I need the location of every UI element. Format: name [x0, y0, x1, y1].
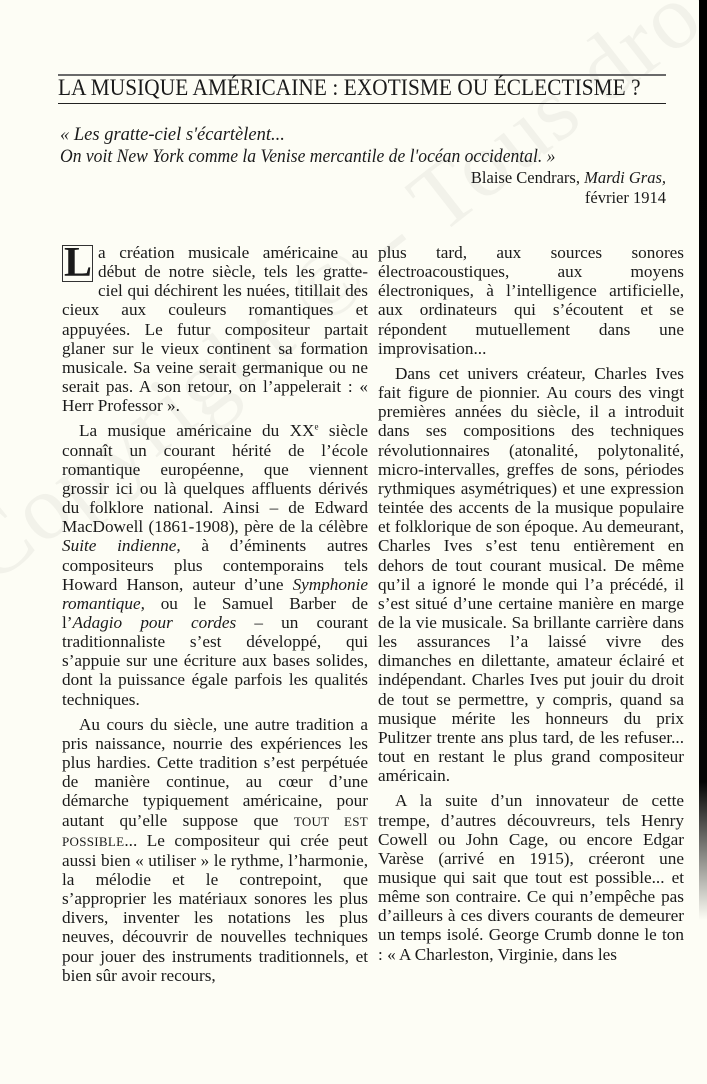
text-run: ou le Samuel Barber de l’	[62, 593, 368, 632]
epigraph-line-2: On voit New York comme la Venise mercantile de l'océan occidental. »	[60, 147, 556, 167]
paragraph-text: a création musicale américaine au début de notre siècle, tels les gratte-ciel qui déchirent les nuées, titillait des cieux aux couleurs romantiques et appuyées. Le futur compositeur partait glaner sur le vieux continent sa formation musicale. Sa veine serait germanique ou ne serait pas. A son retour, on l’appelerait : « Herr Professor ».	[62, 243, 368, 416]
small-caps-text: TOUT EST POSSIBLE	[62, 813, 368, 849]
epigraph-author: Blaise Cendrars,	[470, 168, 585, 187]
scan-edge	[699, 0, 707, 920]
epigraph-work: Mardi Gras,	[584, 168, 666, 187]
work-title: Adagio pour cordes	[72, 612, 237, 632]
paragraph	[62, 715, 368, 985]
epigraph-attribution	[60, 168, 666, 188]
text-run: La musique américaine du XX	[79, 421, 315, 441]
text-run: Au cours du siècle, une autre tradition a pris naissance, nourrie des expériences les plus hardies. Cette tradition s’est perpétuée de manière continue, au cœur d’une démarche typiquement américaine, pour autant qu’elle suppose que	[62, 714, 368, 830]
superscript: e	[314, 421, 319, 432]
epigraph	[60, 124, 666, 208]
left-column	[62, 240, 368, 991]
drop-cap: L	[64, 240, 93, 286]
paragraph: Dans cet univers créateur, Charles Ives fait figure de pionnier. Au cours des vingt premières années du siècle, il a introduit dans ses compositions des techniques révolutionnaires (atonalité, polytonalité, micro-intervalles, greffes de sons, périodes rythmiques asymétriques) et une expression teintée des accents de la musique populaire et folklorique de son époque. Au demeurant, Charles Ives s’est tenu entièrement en dehors de tout courant musical. De même qu’il a ignoré le monde qui l’a précédé, il s’est situé d’une certaine manière en marge de la vie musicale. Sa brillante carrière dans les assurances l’a laissé vivre des dimanches en dilettante, amateur éclairé et indépendant. Charles Ives put jouir du droit de tout se permettre, y compris, quand sa musique mérite les honneurs du prix Pulitzer trente ans plus tard, de les refuser... tout en restant le plus grand compositeur américain.	[378, 363, 684, 786]
epigraph-line-1: « Les gratte-ciel s'écartèlent...	[60, 125, 285, 145]
title-rule-bottom	[58, 103, 666, 104]
paragraph: plus tard, aux sources sonores électroacoustiques, aux moyens électroniques, à l’intelligence artificielle, aux ordinateurs qui s’écoutent et se répondent mutuellement dans une improvisation...	[378, 243, 684, 358]
work-title: Symphonie romantique,	[62, 574, 368, 613]
text-run: ... Le compositeur qui crée peut aussi bien « utiliser » le rythme, l’harmonie, la mélodie et le contrepoint, que s’approprier les matériaux sonores les plus divers, inventer les notations les plus neuves, découvrir de nouvelles techniques pour jouer des instruments traditionnels, et bien sûr avoir recours,	[62, 830, 368, 985]
paragraph: A la suite d’un innovateur de cette trempe, d’autres découvreurs, tels Henry Cowell ou John Cage, ou encore Edgar Varèse (arrivé en 1915), créeront une musique qui sait que tout est possible... et même son contraire. Ce qui n’empêche pas d’ailleurs à ces divers courants de demeurer un temps isolé. George Crumb donne le ton : « A Charleston, Virginie, dans les	[378, 791, 684, 964]
paragraph	[62, 240, 368, 416]
text-run: – un courant traditionnaliste s’est développé, qui s’appuie sur une écriture aux bases solides, dont la puissance égale parfois les qualités techniques.	[62, 612, 368, 709]
text-run: à d’éminents autres compositeurs plus contemporains tels Howard Hanson, auteur d’une	[62, 536, 368, 594]
text-run: siècle connaît un courant hérité de l’école romantique européenne, que viennent grossir ici ou là quelques affluents dérivés du folklore national. Ainsi – de Edward MacDowell (1861-1908), père de la célèbre	[62, 421, 368, 537]
page-title: LA MUSIQUE AMÉRICAINE : EXOTISME OU ÉCLECTISME ?	[58, 75, 641, 101]
right-column	[378, 243, 684, 970]
paragraph	[62, 421, 368, 708]
work-title: Suite indienne,	[62, 536, 181, 556]
epigraph-date: février 1914	[584, 188, 666, 207]
